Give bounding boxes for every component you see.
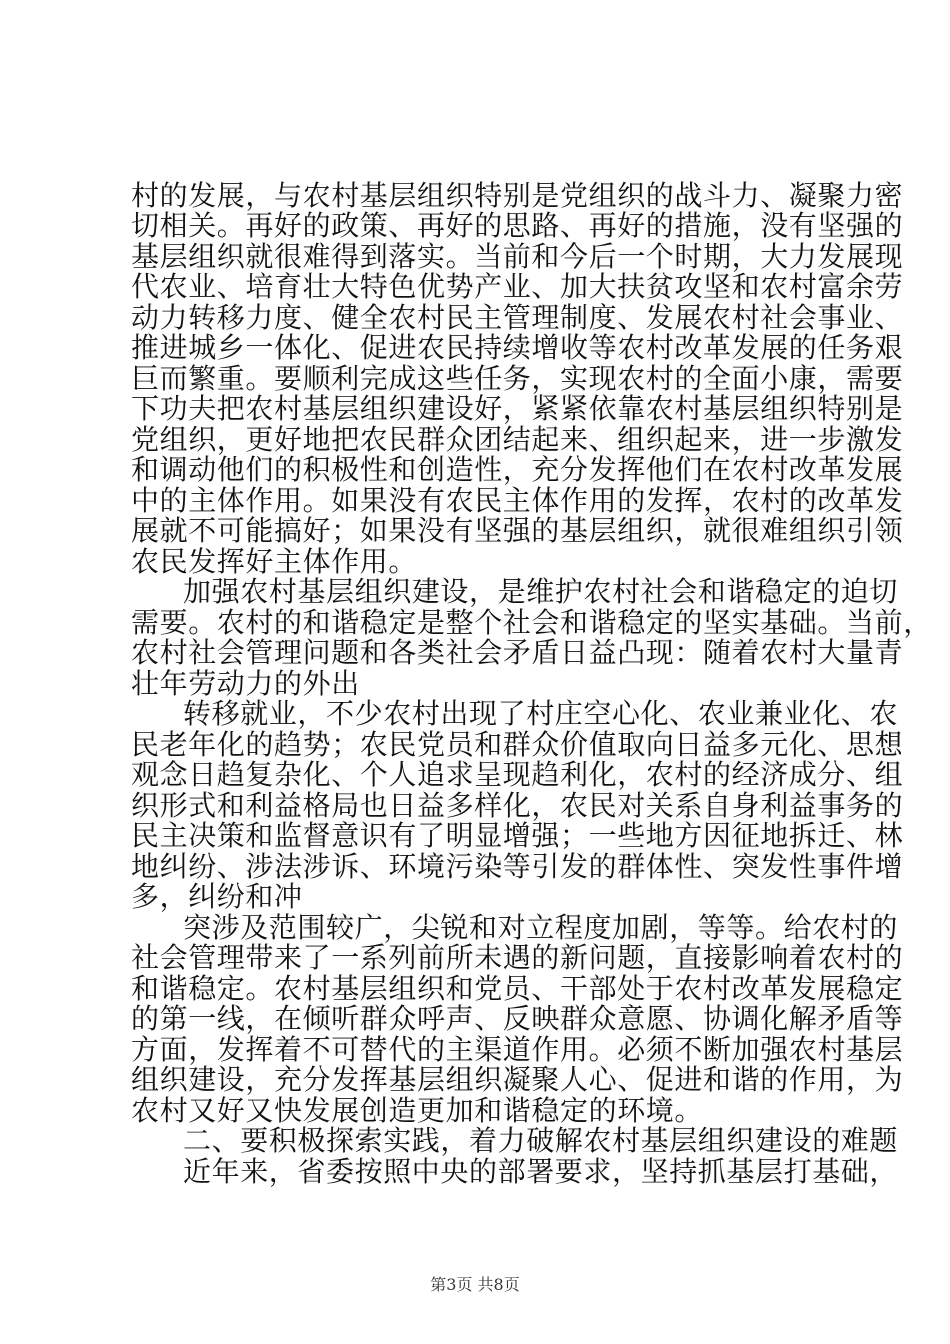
text-line: 切相关。再好的政策、再好的思路、再好的措施，没有坚强的 (131, 209, 904, 242)
paragraph-start-line: 近年来，省委按照中央的部署要求，坚持抓基层打基础， (183, 1155, 899, 1188)
text-line: 党组织，更好地把农民群众团结起来、组织起来，进一步激发 (131, 423, 904, 456)
text-line: 民老年化的趋势；农民党员和群众价值取向日益多元化、思想 (131, 728, 904, 761)
text-line: 农村社会管理问题和各类社会矛盾日益凸现：随着农村大量青 (131, 636, 904, 669)
text-line: 和调动他们的积极性和创造性，充分发挥他们在农村改革发展 (131, 453, 904, 486)
text-line: 的第一线，在倾听群众呼声、反映群众意愿、协调化解矛盾等 (131, 1002, 904, 1035)
text-line: 观念日趋复杂化、个人追求呈现趋利化，农村的经济成分、组 (131, 758, 904, 791)
text-line: 和谐稳定。农村基层组织和党员、干部处于农村改革发展稳定 (131, 972, 904, 1005)
text-line: 农民发挥好主体作用。 (131, 545, 418, 578)
text-line: 需要。农村的和谐稳定是整个社会和谐稳定的坚实基础。当前， (131, 606, 932, 639)
text-line: 农村又好又快发展创造更加和谐稳定的环境。 (131, 1094, 704, 1127)
text-line: 巨而繁重。要顺利完成这些任务，实现农村的全面小康，需要 (131, 362, 904, 395)
text-line: 方面，发挥着不可替代的主渠道作用。必须不断加强农村基层 (131, 1033, 904, 1066)
text-line: 壮年劳动力的外出 (131, 667, 360, 700)
page-number: 第3页 共8页 (430, 1275, 520, 1294)
paragraph-start-line: 突涉及范围较广，尖锐和对立程度加剧，等等。给农村的 (183, 911, 899, 944)
section-heading: 二、要积极探索实践，着力破解农村基层组织建设的难题 (183, 1124, 899, 1157)
paragraph-start-line: 加强农村基层组织建设，是维护农村社会和谐稳定的迫切 (183, 575, 899, 608)
text-line: 中的主体作用。如果没有农民主体作用的发挥，农村的改革发 (131, 484, 904, 517)
text-line: 社会管理带来了一系列前所未遇的新问题，直接影响着农村的 (131, 941, 904, 974)
text-line: 下功夫把农村基层组织建设好，紧紧依靠农村基层组织特别是 (131, 392, 904, 425)
text-line: 基层组织就很难得到落实。当前和今后一个时期，大力发展现 (131, 240, 904, 273)
text-line: 动力转移力度、健全农村民主管理制度、发展农村社会事业、 (131, 301, 904, 334)
text-line: 推进城乡一体化、促进农民持续增收等农村改革发展的任务艰 (131, 331, 904, 364)
paragraph-start-line: 转移就业，不少农村出现了村庄空心化、农业兼业化、农 (183, 697, 899, 730)
text-line: 织形式和利益格局也日益多样化，农民对关系自身利益事务的 (131, 789, 904, 822)
text-line: 村的发展，与农村基层组织特别是党组织的战斗力、凝聚力密 (131, 179, 904, 212)
text-line: 展就不可能搞好；如果没有坚强的基层组织，就很难组织引领 (131, 514, 904, 547)
text-line: 代农业、培育壮大特色优势产业、加大扶贫攻坚和农村富余劳 (131, 270, 904, 303)
text-line: 多，纠纷和冲 (131, 880, 303, 913)
text-line: 组织建设，充分发挥基层组织凝聚人心、促进和谐的作用，为 (131, 1063, 904, 1096)
text-line: 地纠纷、涉法涉诉、环境污染等引发的群体性、突发性事件增 (131, 850, 904, 883)
text-line: 民主决策和监督意识有了明显增强；一些地方因征地拆迁、林 (131, 819, 904, 852)
